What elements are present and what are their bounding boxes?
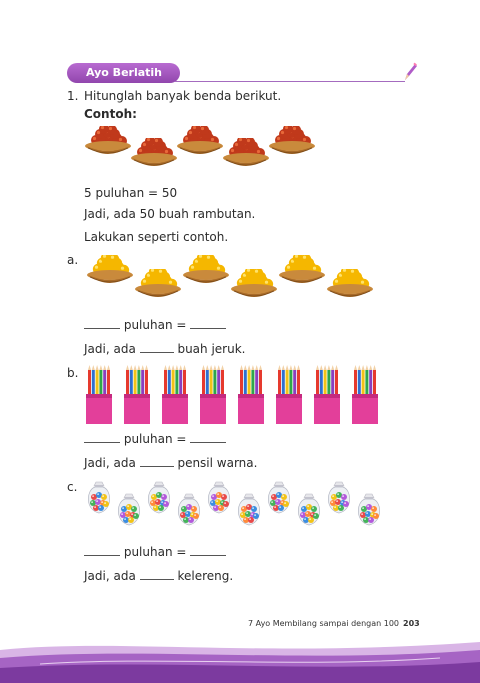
marble-bag-icon (324, 480, 354, 516)
pencil-cup-icon (352, 364, 378, 424)
rambutan-basket-icon (84, 126, 132, 160)
pencil-cup-icon (314, 364, 340, 424)
answer-prefix: Jadi, ada (84, 342, 136, 356)
marble-bag-icon (354, 492, 384, 528)
part-b-letter: b. (67, 366, 79, 380)
marble-bag-icon (174, 492, 204, 528)
marble-bag-icon (264, 480, 294, 516)
footer-wave (0, 628, 480, 683)
rambutan-basket-icon (130, 138, 178, 172)
orange-basket-icon (132, 269, 184, 303)
rambutan-baskets (84, 124, 316, 178)
answer-prefix: Jadi, ada (84, 456, 136, 470)
answer-prefix: Jadi, ada (84, 569, 136, 583)
answer-suffix: kelereng. (177, 569, 234, 583)
marble-bag-icon (144, 480, 174, 516)
orange-basket-icon (276, 255, 328, 289)
pencil-cups (86, 362, 380, 424)
rambutan-basket-icon (176, 126, 224, 160)
marble-bag-icon (114, 492, 144, 528)
part-a-tens-line (84, 318, 226, 332)
tens-blank[interactable] (84, 320, 120, 329)
orange-basket-icon (180, 255, 232, 289)
header-rule (175, 81, 405, 82)
tens-blank[interactable] (84, 547, 120, 556)
orange-basket-icon (84, 255, 136, 289)
chapter-title: 7 Ayo Membilang sampai dengan 100 (248, 619, 400, 628)
pencil-icon (402, 62, 418, 82)
total-blank[interactable] (190, 547, 226, 556)
marble-bag-icon (234, 492, 264, 528)
answer-suffix: buah jeruk. (177, 342, 246, 356)
question-instruction: Hitunglah banyak benda berikut. (84, 89, 282, 103)
rambutan-basket-icon (222, 138, 270, 172)
page-number: 203 (403, 619, 420, 628)
answer-blank[interactable] (140, 344, 174, 353)
question-number: 1. (67, 89, 79, 103)
pencil-cup-icon (200, 364, 226, 424)
answer-blank[interactable] (140, 458, 174, 467)
pencil-cup-icon (238, 364, 264, 424)
example-answer: Jadi, ada 50 buah rambutan. (84, 207, 256, 221)
pencil-cup-icon (276, 364, 302, 424)
marble-bag-icon (84, 480, 114, 516)
part-b-tens-line (84, 432, 226, 446)
pencil-cup-icon (86, 364, 112, 424)
example-label: Contoh: (84, 107, 137, 121)
tens-label: puluhan = (123, 432, 187, 446)
tens-label: puluhan = (123, 545, 187, 559)
marble-bags (84, 478, 390, 530)
pencil-cup-icon (124, 364, 150, 424)
pencil-cup-icon (162, 364, 188, 424)
part-c-letter: c. (67, 480, 78, 494)
answer-blank[interactable] (140, 571, 174, 580)
rambutan-basket-icon (268, 126, 316, 160)
marble-bag-icon (204, 480, 234, 516)
orange-baskets (84, 253, 378, 305)
orange-basket-icon (324, 269, 376, 303)
total-blank[interactable] (190, 434, 226, 443)
answer-suffix: pensil warna. (177, 456, 258, 470)
part-a-answer (84, 342, 245, 356)
example-line: 5 puluhan = 50 (84, 186, 178, 200)
orange-basket-icon (228, 269, 280, 303)
tens-blank[interactable] (84, 434, 120, 443)
section-title: Ayo Berlatih (67, 63, 180, 83)
part-a-letter: a. (67, 253, 79, 267)
part-b-answer (84, 456, 257, 470)
part-c-tens-line (84, 545, 226, 559)
marble-bag-icon (294, 492, 324, 528)
tens-label: puluhan = (123, 318, 187, 332)
task-instruction: Lakukan seperti contoh. (84, 230, 229, 244)
part-c-answer (84, 569, 233, 583)
total-blank[interactable] (190, 320, 226, 329)
